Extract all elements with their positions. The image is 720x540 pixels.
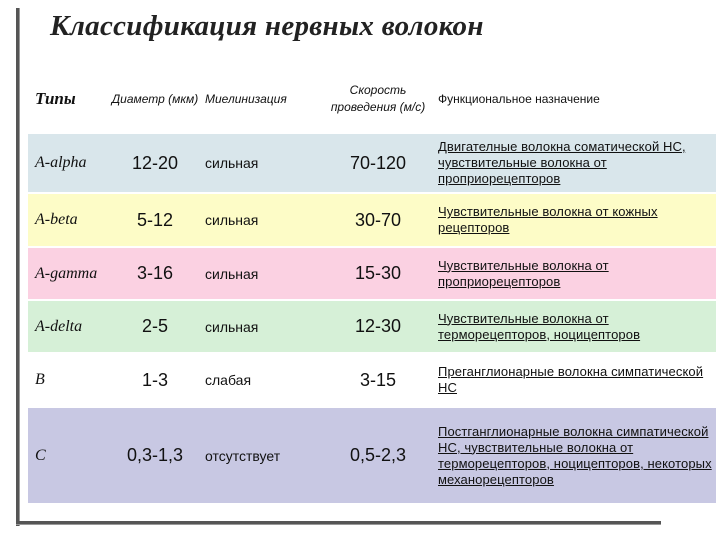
cell-speed: 12-30	[326, 300, 430, 353]
cell-speed: 70-120	[326, 133, 430, 193]
cell-diameter: 3-16	[110, 247, 200, 300]
function-text: Чувствительные волокна от проприорецепторов	[438, 257, 609, 289]
cell-function	[430, 407, 716, 503]
cell-function	[430, 300, 716, 353]
function-text: Чувствительные волокна от кожных рецепторов	[438, 204, 658, 235]
cell-function	[430, 247, 716, 300]
header-diameter: Диаметр (мкм)	[111, 91, 199, 106]
cell-type: A-alpha	[28, 133, 110, 193]
cell-myelination: сильная	[200, 300, 326, 353]
cell-speed: 3-15	[326, 353, 430, 407]
cell-type: A-delta	[28, 300, 110, 353]
table-row	[28, 407, 716, 503]
cell-diameter: 1-3	[110, 353, 200, 407]
function-text: Двигателные волокна соматической НС, чувствительные волокна от проприорецепторов	[438, 139, 686, 186]
cell-function	[430, 193, 716, 247]
table-header-row	[28, 66, 716, 133]
table-row	[28, 247, 716, 300]
header-function: Функциональное назначение	[438, 92, 600, 106]
header-speed: Скорость проведения (м/с)	[330, 83, 426, 114]
cell-diameter: 0,3-1,3	[110, 407, 200, 503]
cell-diameter: 5-12	[110, 193, 200, 247]
slide-frame-bottom	[16, 521, 661, 524]
cell-type: C	[28, 407, 110, 503]
page-title: Классификация нервных волокон	[50, 10, 484, 42]
function-text: Постганглионарные волокна симпатической НС, чувствительные волокна от терморецепторов, ноцицепторов, некоторых механорецепторов	[438, 423, 712, 487]
slide-frame-left	[16, 8, 19, 526]
cell-speed: 15-30	[326, 247, 430, 300]
cell-speed: 30-70	[326, 193, 430, 247]
cell-myelination: отсутствует	[200, 407, 326, 503]
cell-function	[430, 353, 716, 407]
function-text: Чувствительные волокна от терморецепторов, ноцицепторов	[438, 310, 641, 342]
table-row	[28, 133, 716, 193]
function-text: Преганглионарные волокна симпатической НС	[438, 364, 704, 395]
table-row	[28, 353, 716, 407]
cell-speed: 0,5-2,3	[326, 407, 430, 503]
header-myelination: Миелинизация	[205, 92, 287, 106]
table-row	[28, 193, 716, 247]
nerve-fiber-table	[28, 66, 716, 503]
cell-myelination: сильная	[200, 247, 326, 300]
cell-myelination: сильная	[200, 193, 326, 247]
cell-myelination: слабая	[200, 353, 326, 407]
table-row	[28, 300, 716, 353]
cell-function	[430, 133, 716, 193]
cell-myelination: сильная	[200, 133, 326, 193]
cell-diameter: 12-20	[110, 133, 200, 193]
cell-type: A-gamma	[28, 247, 110, 300]
cell-type: B	[28, 353, 110, 407]
cell-type: A-beta	[28, 193, 110, 247]
cell-diameter: 2-5	[110, 300, 200, 353]
header-type: Типы	[35, 89, 76, 108]
